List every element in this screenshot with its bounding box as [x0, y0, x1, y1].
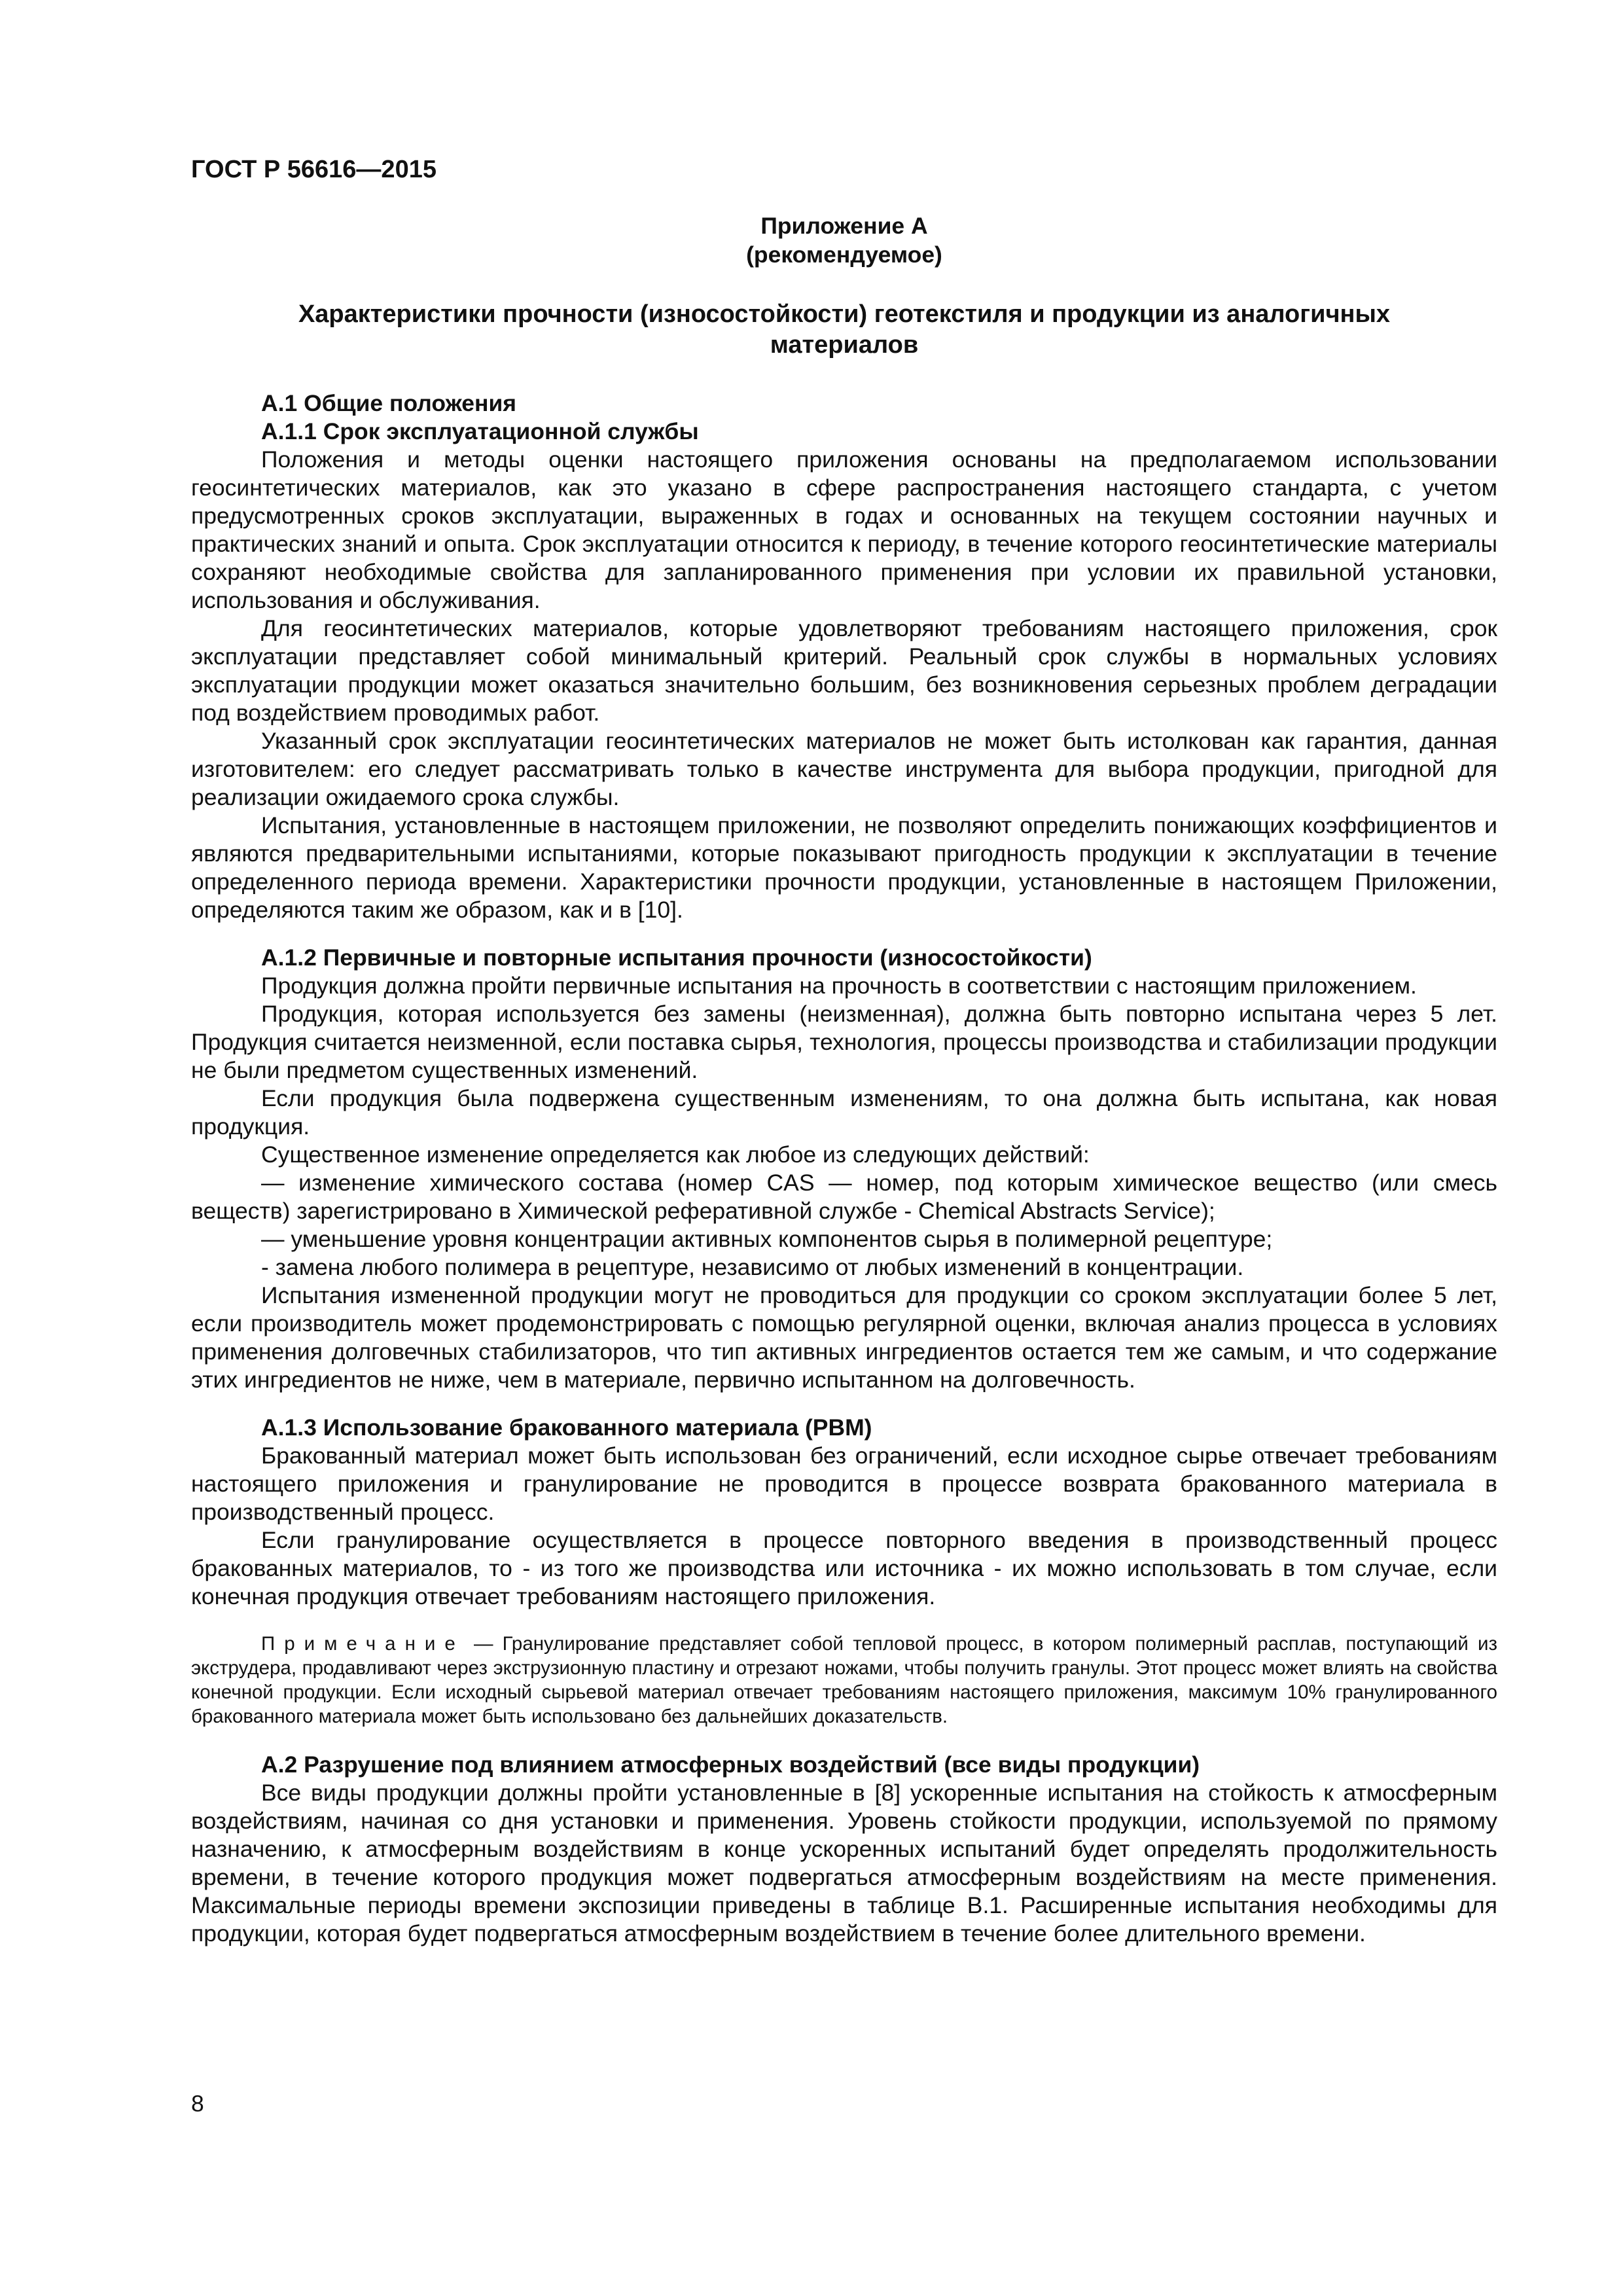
- list-item: - замена любого полимера в рецептуре, независимо от любых изменений в концентрации.: [261, 1254, 1244, 1280]
- page-number: 8: [191, 2090, 204, 2117]
- section-a12-heading: А.1.2 Первичные и повторные испытания прочности (износостойкости): [261, 944, 1092, 971]
- annex-title: Приложение А: [760, 213, 928, 239]
- paragraph: Для геосинтетических материалов, которые удовлетворяют требованиям настоящего приложения, срок эксплуатации представляет собой минимальный критерий. Реальный срок службы в нормальных условиях эксплуатации продукции может оказаться значительно большим, без возникновения серьезных проблем деградации под воздействием проводимых работ.: [191, 615, 1497, 726]
- section-a2-heading: А.2 Разрушение под влиянием атмосферных воздействий (все виды продукции): [261, 1751, 1200, 1778]
- list-item: — изменение химического состава (номер CAS — номер, под которым химическое вещество (или смесь веществ) зарегистрировано в Химической реферативной службе - Chemical Abstracts Service);: [191, 1170, 1497, 1224]
- paragraph: Положения и методы оценки настоящего приложения основаны на предполагаемом использовании геосинтетических материалов, как это указано в сфере распространения настоящего стандарта, с учетом предусмотренных сроков эксплуатации, выраженных в годах и основанных на текущем состоянии научных и практических знаний и опыта. Срок эксплуатации относится к периоду, в течение которого геосинтетические материалы сохраняют необходимые свойства для запланированного применения при условии их правильной установки, использования и обслуживания.: [191, 446, 1497, 613]
- paragraph: Все виды продукции должны пройти установленные в [8] ускоренные испытания на стойкость к атмосферным воздействиям, начиная со дня установки и применения. Уровень стойкости продукции, используемой по прямому назначению, к атмосферным воздействиям в конце ускоренных испытаний будет определять продолжительность времени, в течение которого продукция может подвергаться атмосферным воздействиям на месте применения. Максимальные периоды времени экспозиции приведены в таблице В.1. Расширенные испытания необходимы для продукции, которая будет подвергаться атмосферным воздействием в течение более длительного времени.: [191, 1780, 1497, 1946]
- section-a13: [191, 1414, 1497, 1729]
- paragraph: Существенное изменение определяется как любое из следующих действий:: [261, 1141, 1090, 1168]
- paragraph: Продукция должна пройти первичные испытания на прочность в соответствии с настоящим приложением.: [261, 973, 1417, 999]
- paragraph: Испытания измененной продукции могут не проводиться для продукции со сроком эксплуатации более 5 лет, если производитель может продемонстрировать с помощью регулярной оценки, включая анализ процесса в условиях применения долговечных стабилизаторов, что тип активных ингредиентов остается тем же самым, и что содержание этих ингредиентов не ниже, чем в материале, первично испытанном на долговечность.: [191, 1282, 1497, 1393]
- paragraph: Указанный срок эксплуатации геосинтетических материалов не может быть истолкован как гарантия, данная изготовителем: его следует рассматривать только в качестве инструмента для выбора продукции, пригодной для реализации ожидаемого срока службы.: [191, 728, 1497, 810]
- annex-status: (рекомендуемое): [746, 242, 942, 268]
- paragraph: Испытания, установленные в настоящем приложении, не позволяют определить понижающих коэффициентов и являются предварительными испытаниями, которые показывают пригодность продукции к эксплуатации в течение определенного периода времени. Характеристики прочности продукции, установленные в настоящем Приложении, определяются таким же образом, как и в [10].: [191, 812, 1497, 923]
- list-item: — уменьшение уровня концентрации активных компонентов сырья в полимерной рецептуре;: [261, 1226, 1273, 1252]
- note-text: — Гранулирование представляет собой тепловой процесс, в котором полимерный расплав, поступающий из экструдера, продавливают через экструзионную пластину и отрезают ножами, чтобы получить гранулы. Этот процесс может влиять на свойства конечной продукции. Если исходный сырьевой материал отвечает требованиям настоящего приложения, максимум 10% гранулированного бракованного материала может быть использовано без дальнейших доказательств.: [191, 1633, 1497, 1727]
- note-label: Примечание: [261, 1633, 465, 1655]
- section-a2: [191, 1751, 1497, 1948]
- paragraph: Продукция, которая используется без замены (неизменная), должна быть повторно испытана через 5 лет. Продукция считается неизменной, если поставка сырья, технология, процессы производства и стабилизации продукции не были предметом существенных изменений.: [191, 1001, 1497, 1083]
- standard-header: ГОСТ Р 56616—2015: [191, 156, 437, 183]
- paragraph: Если гранулирование осуществляется в процессе повторного введения в производственный процесс бракованных материалов, то - из того же производства или источника - их можно использовать в том случае, если конечная продукция отвечает требованиям настоящего приложения.: [191, 1527, 1497, 1609]
- section-a1-heading: А.1 Общие положения: [261, 390, 516, 416]
- section-a12: [191, 944, 1497, 1394]
- section-a11-heading: А.1.1 Срок эксплуатационной службы: [261, 418, 699, 444]
- annex-heading: Характеристики прочности (износостойкости) геотекстиля и продукции из аналогичных материалов: [298, 300, 1391, 359]
- note: [191, 1632, 1497, 1729]
- paragraph: Если продукция была подвержена существенным изменениям, то она должна быть испытана, как новая продукция.: [191, 1085, 1497, 1139]
- paragraph: Бракованный материал может быть использован без ограничений, если исходное сырье отвечает требованиям настоящего приложения и гранулирование не проводится в процессе возврата бракованного материала в производственный процесс.: [191, 1443, 1497, 1525]
- section-a13-heading: А.1.3 Использование бракованного материала (РВМ): [261, 1414, 872, 1441]
